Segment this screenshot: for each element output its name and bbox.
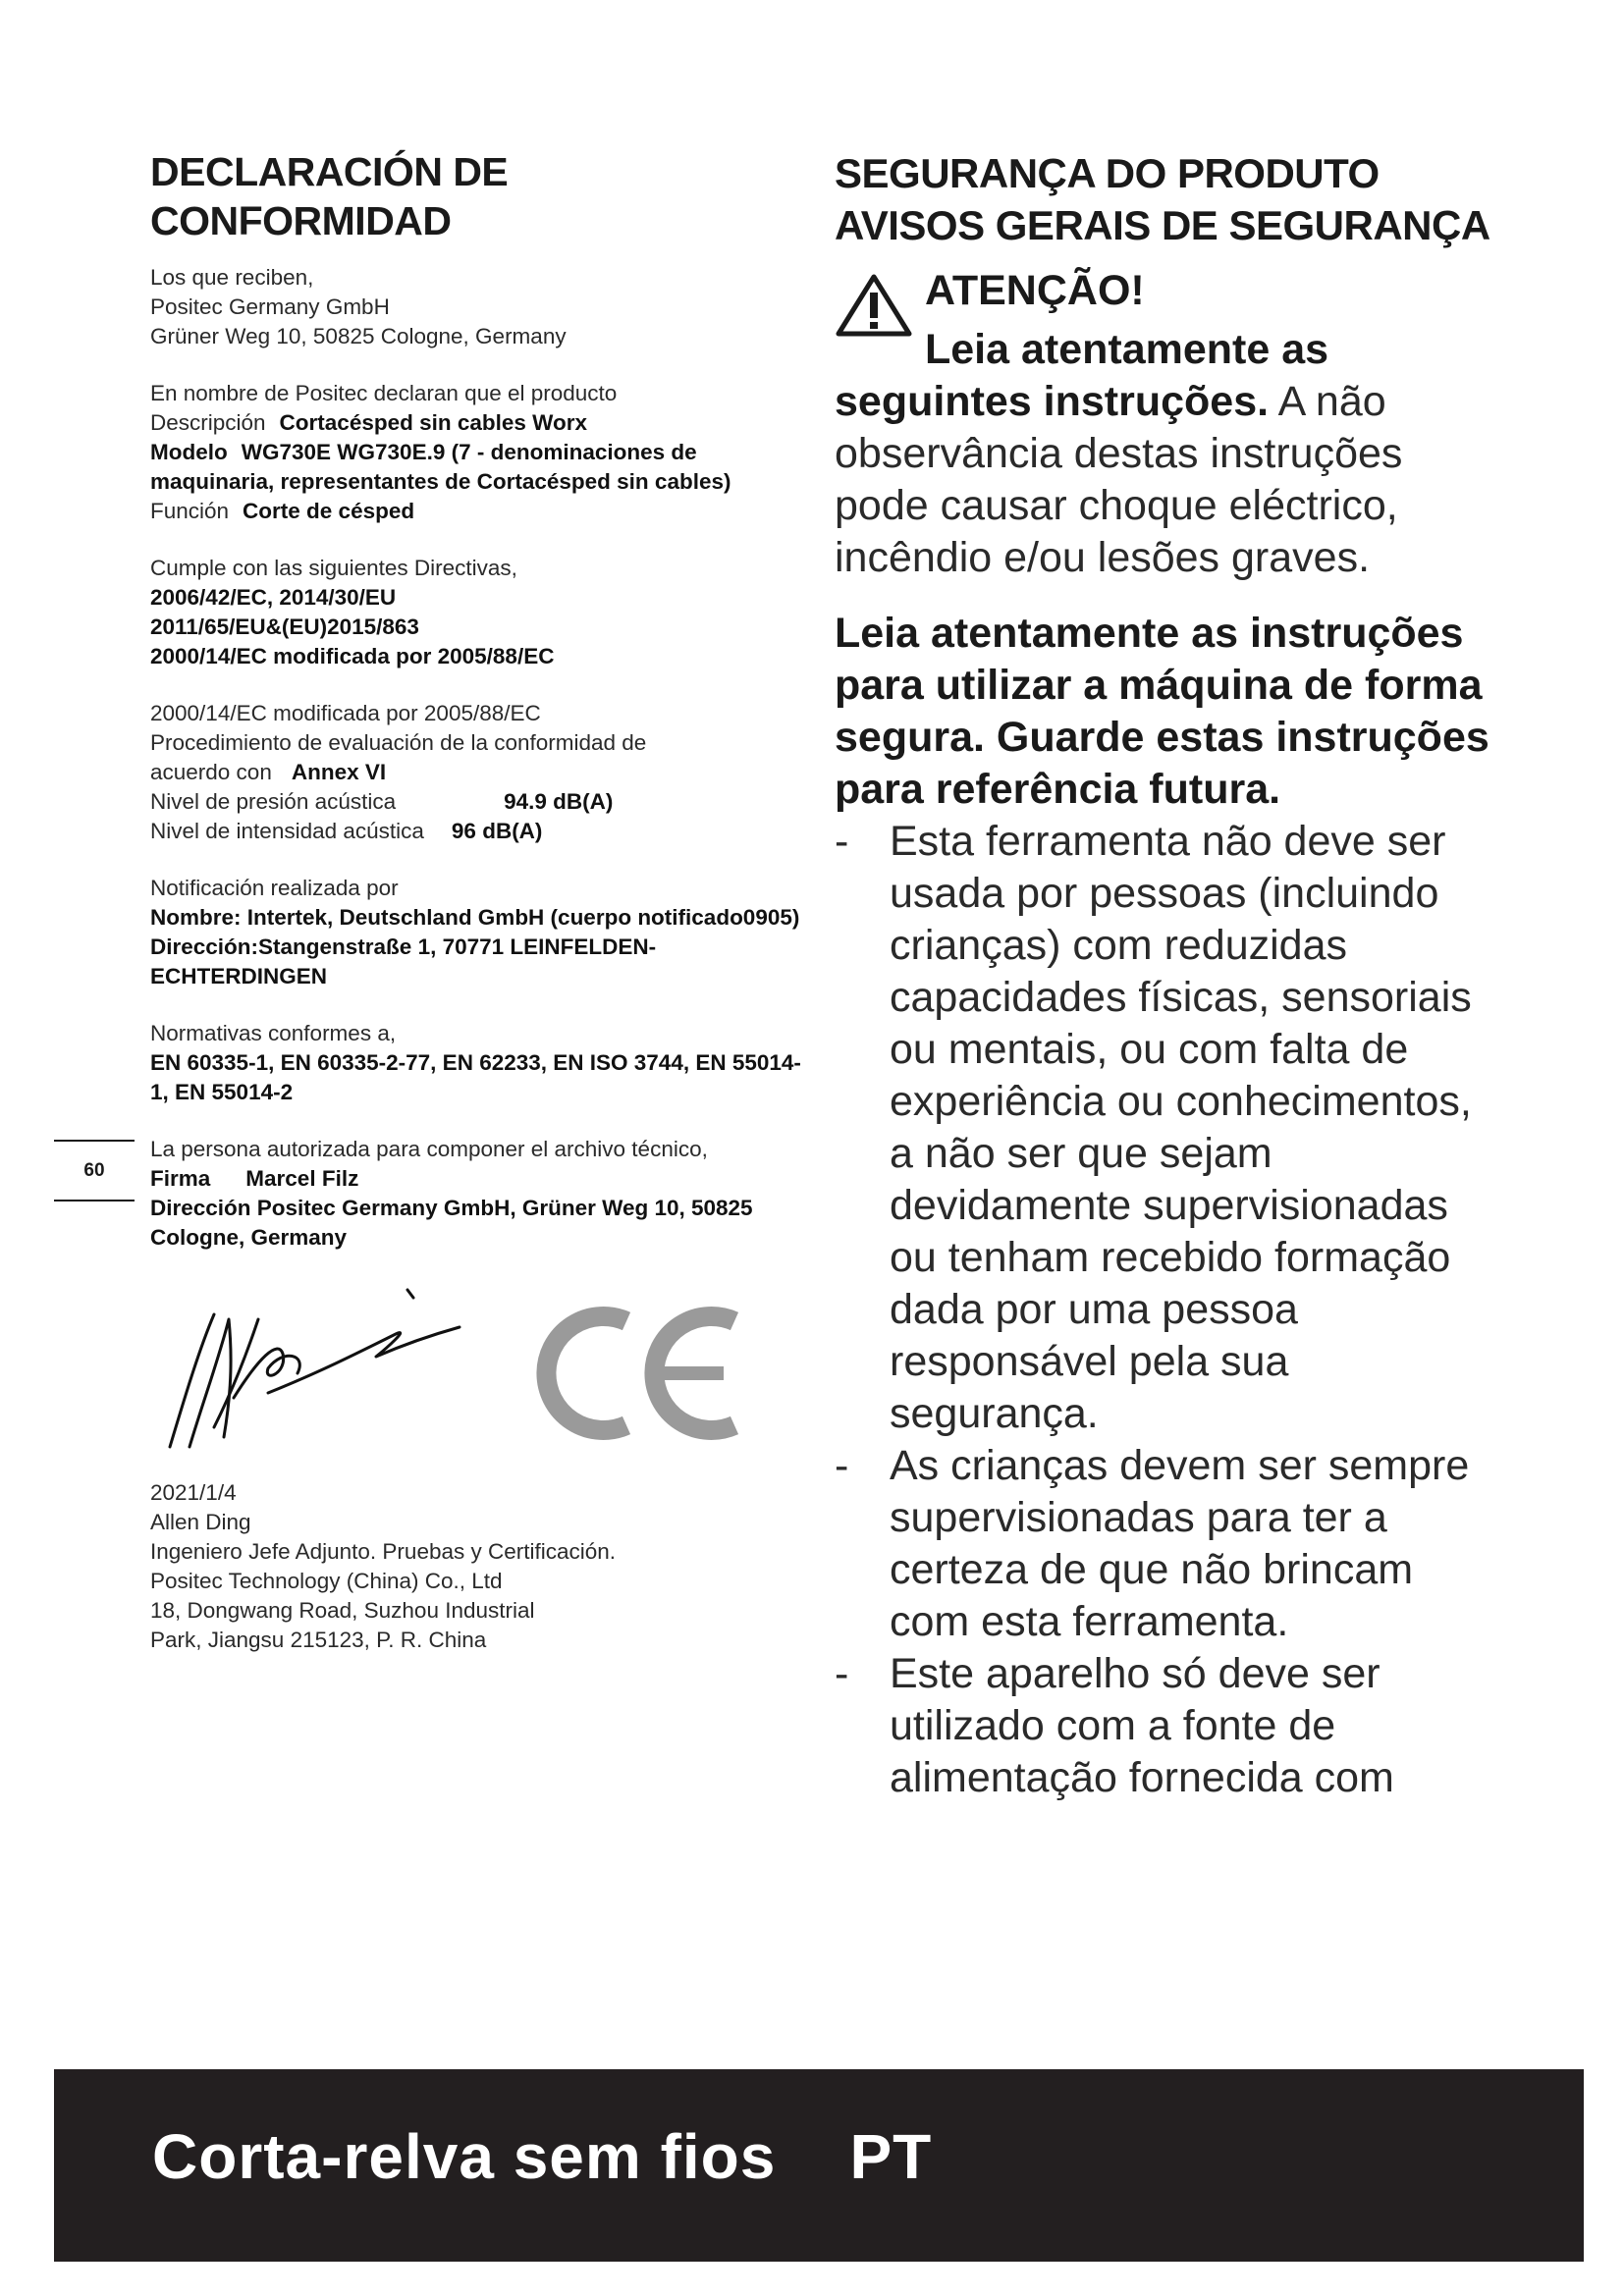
product-section: En nombre de Positec declaran que el producto Descripción Cortacésped sin cables Worx Modelo WG730E WG730E.9 (7 - denominaciones de maquinaria, representantes de Cortacésped sin cables) Función Corte de césped: [150, 381, 731, 523]
warning-block: [835, 265, 1502, 584]
page-number-rule-top: [54, 1140, 135, 1142]
page-number-rule-bottom: [54, 1200, 135, 1201]
list-item: - Este aparelho só deve ser utilizado com a fonte de alimentação fornecida com: [835, 1648, 1502, 1804]
footer-language-code: PT: [849, 2121, 933, 2192]
warning-body-text: A não observância destas instruções pode causar choque eléctrico, incêndio e/ou lesões graves.: [835, 378, 1403, 581]
footer-banner: [54, 2069, 1584, 2262]
list-item: - Esta ferramenta não deve ser usada por pessoas (incluindo crianças) com reduzidas capacidades físicas, sensoriais ou mentais, ou com falta de experiência ou conhecimentos, a não ser que sejam devidamente supervisionadas ou tenham recebido formação dada por uma pessoa responsável pela sua segurança.: [835, 816, 1502, 1440]
receiver-section: Los que reciben, Positec Germany GmbH Grüner Weg 10, 50825 Cologne, Germany: [150, 265, 567, 348]
signatory-section: 2021/1/4 Allen Ding Ingeniero Jefe Adjunto. Pruebas y Certificación. Positec Technology (China) Co., Ltd 18, Dongwang Road, Suzhou Industrial Park, Jiangsu 215123, P. R. China: [150, 1480, 617, 1652]
conformity-procedure-section: 2000/14/EC modificada por 2005/88/EC Procedimiento de evaluación de la conformidad de acuerdo con Annex VI Nivel de presión acústica 94.9 dB(A) Nivel de intensidad acústica 96 dB(A): [150, 701, 647, 843]
footer-title: Corta-relva sem fios: [152, 2121, 777, 2192]
notified-body-section: Notificación realizada por Nombre: Intertek, Deutschland GmbH (cuerpo notificado0905) Dirección:Stangenstraße 1, 70771 LEINFELDEN-ECHTERDINGEN: [150, 876, 800, 988]
page-number: 60: [83, 1160, 105, 1181]
warning-label: ATENÇÃO!: [925, 267, 1145, 314]
safety-column: [835, 147, 1502, 1804]
signature-row: [150, 1280, 818, 1457]
declaration-title: DECLARACIÓN DE CONFORMIDAD: [150, 149, 509, 243]
authorized-person-section: La persona autorizada para componer el archivo técnico, Firma Marcel Filz Dirección Positec Germany GmbH, Grüner Weg 10, 50825 Cologne, Germany: [150, 1137, 753, 1250]
safety-title: SEGURANÇA DO PRODUTO AVISOS GERAIS DE SEGURANÇA: [835, 150, 1490, 248]
list-item: - As crianças devem ser sempre supervisionadas para ter a certeza de que não brincam com esta ferramenta.: [835, 1440, 1502, 1648]
declaration-column: [150, 147, 818, 1682]
directives-section: Cumple con las siguientes Directivas, 2006/42/EC, 2014/30/EU 2011/65/EU&(EU)2015/863 2000/14/EC modificada por 2005/88/EC: [150, 556, 555, 668]
read-instructions-paragraph: Leia atentamente as instruções para utilizar a máquina de forma segura. Guarde estas instruções para referência futura.: [835, 610, 1489, 813]
signature-image: [150, 1280, 474, 1457]
ce-mark-icon: [533, 1300, 749, 1447]
safety-list: [835, 816, 1502, 1804]
warning-bold-text: Leia atentamente as seguintes instruções.: [835, 326, 1329, 425]
standards-section: Normativas conformes a, EN 60335-1, EN 60335-2-77, EN 62233, EN ISO 3744, EN 55014-1, EN 55014-2: [150, 1021, 801, 1104]
